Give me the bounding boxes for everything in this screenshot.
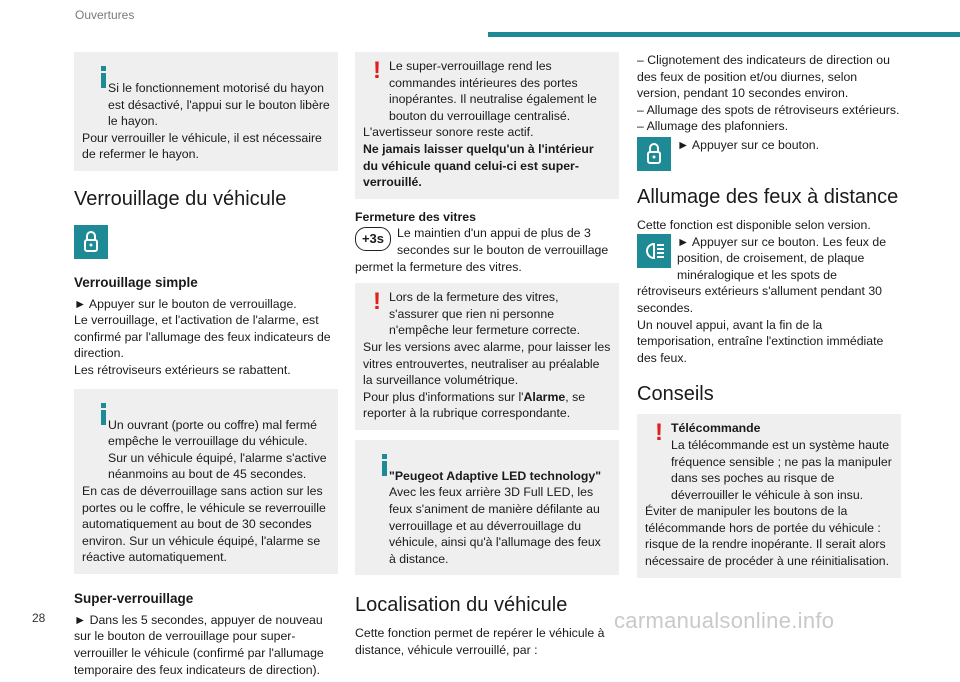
plus-3s-badge-icon: +3s <box>355 227 391 251</box>
info-text: Pour verrouiller le véhicule, il est nécessaire de refermer le hayon. <box>82 130 322 162</box>
paragraph: Les rétroviseurs extérieurs se rabattent. <box>74 362 291 377</box>
paragraph: Un nouvel appui, avant la fin de la temporisation, entraîne l'extinction immédiate des feux. <box>637 317 884 365</box>
info-icon <box>375 454 395 476</box>
headlight-button-icon <box>637 234 671 268</box>
section-header: Ouvertures <box>75 8 135 22</box>
paragraph: Le verrouillage, et l'activation de l'alarme, est confirmé par l'allumage des feux indicateurs de direction. <box>74 313 331 361</box>
info-text: Un ouvrant (porte ou coffre) mal fermé empêche le verrouillage du véhicule. Sur un véhicule équipé, l'alarme s'active néanmoins au bout de 45 secondes. <box>108 417 327 482</box>
list-item: – Clignotement des indicateurs de direction ou des feux de position et/ou diurnes, selon version, pendant 10 secondes environ. <box>637 53 890 101</box>
warning-text: Le super-verrouillage rend les commandes intérieures des portes inopérantes. Il neutralise également le bouton du verrouillage centralisé. <box>389 59 597 123</box>
section-title: Allumage des feux à distance <box>637 185 899 208</box>
warning-box-vitres <box>355 283 619 430</box>
instruction: ► Appuyer sur ce bouton. Les feux de position, de croisement, de plaque minéralogique et les spots de rétroviseurs extérieurs s'allument pendant 30 secondes. <box>637 234 887 315</box>
watermark: carmanualsonline.info <box>614 608 835 633</box>
paragraph: Le maintien d'un appui de plus de 3 secondes sur le bouton de verrouillage permet la fermeture des vitres. <box>355 226 609 274</box>
warning-box-super-verrouillage <box>355 52 619 199</box>
instruction: ► Dans les 5 secondes, appuyer de nouveau sur le bouton de verrouillage pour super-verrouiller le véhicule (confirmé par l'allumage temporaire des feux indicateurs de direction). <box>74 612 324 677</box>
info-box-verrouillage <box>74 389 338 574</box>
instruction: ► Appuyer sur ce bouton. <box>677 137 820 152</box>
subsection-title: Super-verrouillage <box>74 590 194 606</box>
warning-text: Lors de la fermeture des vitres, s'assurer que rien ni personne n'empêche leur fermeture correcte. <box>389 290 580 338</box>
paragraph: Cette fonction est disponible selon version. <box>637 217 871 232</box>
text-run: , se reporter à la rubrique correspondante. <box>363 389 586 421</box>
lock-button-icon <box>637 137 671 171</box>
warning-icon: ! <box>373 288 381 316</box>
text-run: Pour plus d'informations sur l' <box>363 389 524 404</box>
subsection-title: Fermeture des vitres <box>355 209 476 224</box>
info-title: "Peugeot Adaptive LED technology" <box>389 468 602 483</box>
info-text: Si le fonctionnement motorisé du hayon est désactivé, l'appui sur le bouton libère le hayon. <box>108 81 330 129</box>
warning-title: Télécommande <box>671 421 761 436</box>
list-item: – Allumage des spots de rétroviseurs extérieurs. <box>637 102 900 117</box>
page-number: 28 <box>32 611 46 625</box>
warning-text-bold: Ne jamais laisser quelqu'un à l'intérieur du véhicule quand celui-ci est super-verrouillé. <box>363 141 594 190</box>
info-box-led <box>355 440 619 576</box>
section-title: Localisation du véhicule <box>355 594 568 617</box>
subsection-title: Verrouillage simple <box>74 274 198 290</box>
warning-box-telecommande <box>637 414 901 577</box>
info-box-hayon <box>74 52 338 171</box>
warning-text: Éviter de manipuler les boutons de la télécommande hors de portée du véhicule : risque de la rendre inopérante. Il serait alors nécessaire de procéder à une réinitialisation. <box>645 504 890 569</box>
paragraph: Cette fonction permet de repérer le véhicule à distance, véhicule verrouillé, par : <box>355 626 605 658</box>
header-accent-bar <box>488 32 960 37</box>
column-2 <box>355 52 619 663</box>
instruction: ► Appuyer sur le bouton de verrouillage. <box>74 296 297 311</box>
column-3 <box>637 52 901 588</box>
warning-icon: ! <box>655 419 663 447</box>
list-item: – Allumage des plafonniers. <box>637 119 789 134</box>
section-title: Conseils <box>637 383 714 406</box>
lock-button-icon <box>74 225 108 259</box>
column-1 <box>74 52 338 682</box>
info-icon <box>94 66 114 88</box>
warning-text: Sur les versions avec alarme, pour laisser les vitres entrouvertes, neutraliser au préalable la surveillance volumétrique. <box>363 339 611 388</box>
warning-icon: ! <box>373 57 381 84</box>
info-icon <box>94 403 114 425</box>
info-text: Avec les feux arrière 3D Full LED, les feux s'animent de manière défilante au verrouillage et au déverrouillage du véhicule, ainsi qu'à l'allumage des feux à distance. <box>389 485 601 566</box>
warning-text <box>363 389 611 422</box>
text-run-bold: Alarme <box>523 389 566 404</box>
info-text: En cas de déverrouillage sans action sur les portes ou le coffre, le véhicule se reverrouille automatiquement au bout de 30 secondes environ. Sur un véhicule équipé, l'alarme se réactive automatiquement. <box>82 483 326 565</box>
warning-text: La télécommande est un système haute fréquence sensible ; ne pas la manipuler dans ses poches au risque de déverrouiller le véhicule à son insu. <box>671 437 892 502</box>
warning-text: L'avertisseur sonore reste actif. <box>363 125 534 140</box>
section-title: Verrouillage du véhicule <box>74 187 287 210</box>
